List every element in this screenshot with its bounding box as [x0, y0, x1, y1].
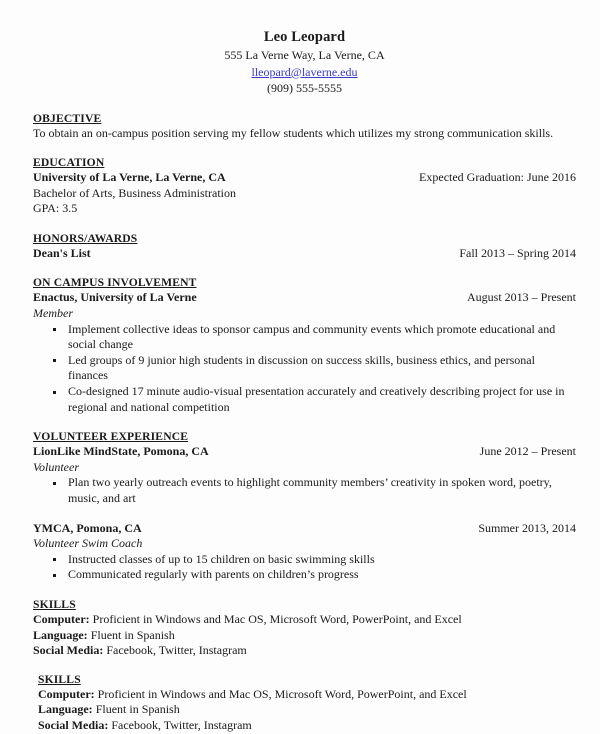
involvement-role: Member [33, 306, 73, 321]
list-item: Instructed classes of up to 15 children on basic swimming skills [33, 552, 576, 568]
skills-row-computer [33, 612, 576, 628]
skills-key: Social Media: [38, 717, 112, 732]
section-volunteer-experience [33, 429, 576, 583]
skills-row-language [33, 628, 576, 644]
honors-entry [33, 246, 576, 262]
section-on-campus-involvement [33, 275, 576, 415]
skills-value: Proficient in Windows and Mac OS, Microsoft Word, PowerPoint, and Excel [92, 611, 462, 626]
involvement-entry-header [33, 290, 576, 306]
skills-key: Computer: [38, 686, 98, 701]
volunteer-date: Summer 2013, 2014 [478, 520, 576, 535]
volunteer-role: Volunteer [33, 459, 79, 474]
involvement-date: August 2013 – Present [467, 290, 576, 305]
skills-duplicate-row-computer [38, 687, 576, 703]
education-degree: Bachelor of Arts, Business Administration [33, 185, 236, 200]
skills-value: Fluent in Spanish [90, 627, 175, 642]
list-item: Led groups of 9 junior high students in discussion on success skills, business ethics, and personal finances [33, 353, 576, 384]
volunteer-org: LionLike MindState, Pomona, CA [33, 444, 209, 459]
involvement-bullet-list [33, 322, 576, 416]
skills-value: Fluent in Spanish [95, 702, 180, 717]
section-title-volunteer-experience: VOLUNTEER EXPERIENCE [33, 430, 189, 444]
volunteer-bullet-list [33, 552, 576, 583]
skills-duplicate-row-social-media [38, 718, 576, 734]
section-title-on-campus-involvement: ON CAMPUS INVOLVEMENT [33, 276, 197, 290]
candidate-name: Leo Leopard [263, 29, 346, 45]
objective-text: To obtain an on-campus position serving my fellow students which utilizes my strong communication skills. [33, 125, 554, 140]
section-title-skills-duplicate: SKILLS [38, 672, 81, 686]
skills-key: Language: [33, 627, 91, 642]
involvement-org: Enactus, University of La Verne [33, 290, 197, 305]
candidate-address: 555 La Verne Way, La Verne, CA [224, 48, 385, 62]
skills-duplicate-row-language [38, 702, 576, 718]
list-item: Implement collective ideas to sponsor campus and community events which promote educational and social change [33, 322, 576, 353]
education-gpa: GPA: 3.5 [33, 201, 78, 216]
section-skills-duplicate [33, 672, 576, 734]
education-entry-header [33, 170, 576, 186]
section-title-skills: SKILLS [33, 597, 76, 611]
education-school: University of La Verne, La Verne, CA [33, 170, 226, 185]
volunteer-bullet-list [33, 475, 576, 506]
education-date: Expected Graduation: June 2016 [419, 170, 576, 185]
skills-value: Facebook, Twitter, Instagram [106, 643, 247, 658]
list-item: Co-designed 17 minute audio-visual presentation accurately and creatively describing project for use in regional and national competition [33, 384, 576, 415]
section-objective [33, 111, 576, 142]
section-title-honors-awards: HONORS/AWARDS [33, 231, 138, 245]
candidate-phone: (909) 555-5555 [267, 81, 342, 95]
skills-key: Social Media: [33, 643, 107, 658]
list-item: Communicated regularly with parents on children’s progress [33, 567, 576, 583]
resume-header [33, 28, 576, 97]
honors-date: Fall 2013 – Spring 2014 [459, 245, 576, 260]
section-skills [33, 597, 576, 659]
section-education [33, 155, 576, 217]
candidate-email-link[interactable]: lleopard@laverne.edu [251, 64, 358, 79]
section-title-education: EDUCATION [33, 156, 105, 170]
section-title-objective: OBJECTIVE [33, 111, 102, 125]
volunteer-org: YMCA, Pomona, CA [33, 520, 142, 535]
volunteer-entry-lionlike [33, 444, 576, 506]
skills-value: Facebook, Twitter, Instagram [111, 717, 252, 732]
volunteer-entry-ymca [33, 521, 576, 583]
skills-value: Proficient in Windows and Mac OS, Microsoft Word, PowerPoint, and Excel [97, 686, 467, 701]
list-item: Plan two yearly outreach events to highlight community members’ creativity in spoken word, poetry, music, and art [33, 475, 576, 506]
volunteer-role: Volunteer Swim Coach [33, 536, 143, 551]
volunteer-entry-header [33, 444, 576, 460]
section-honors-awards [33, 231, 576, 262]
skills-key: Language: [38, 702, 96, 717]
honors-award-name: Dean's List [33, 245, 91, 260]
skills-row-social-media [33, 643, 576, 659]
volunteer-date: June 2012 – Present [479, 444, 576, 459]
volunteer-entry-header [33, 521, 576, 537]
skills-key: Computer: [33, 611, 93, 626]
